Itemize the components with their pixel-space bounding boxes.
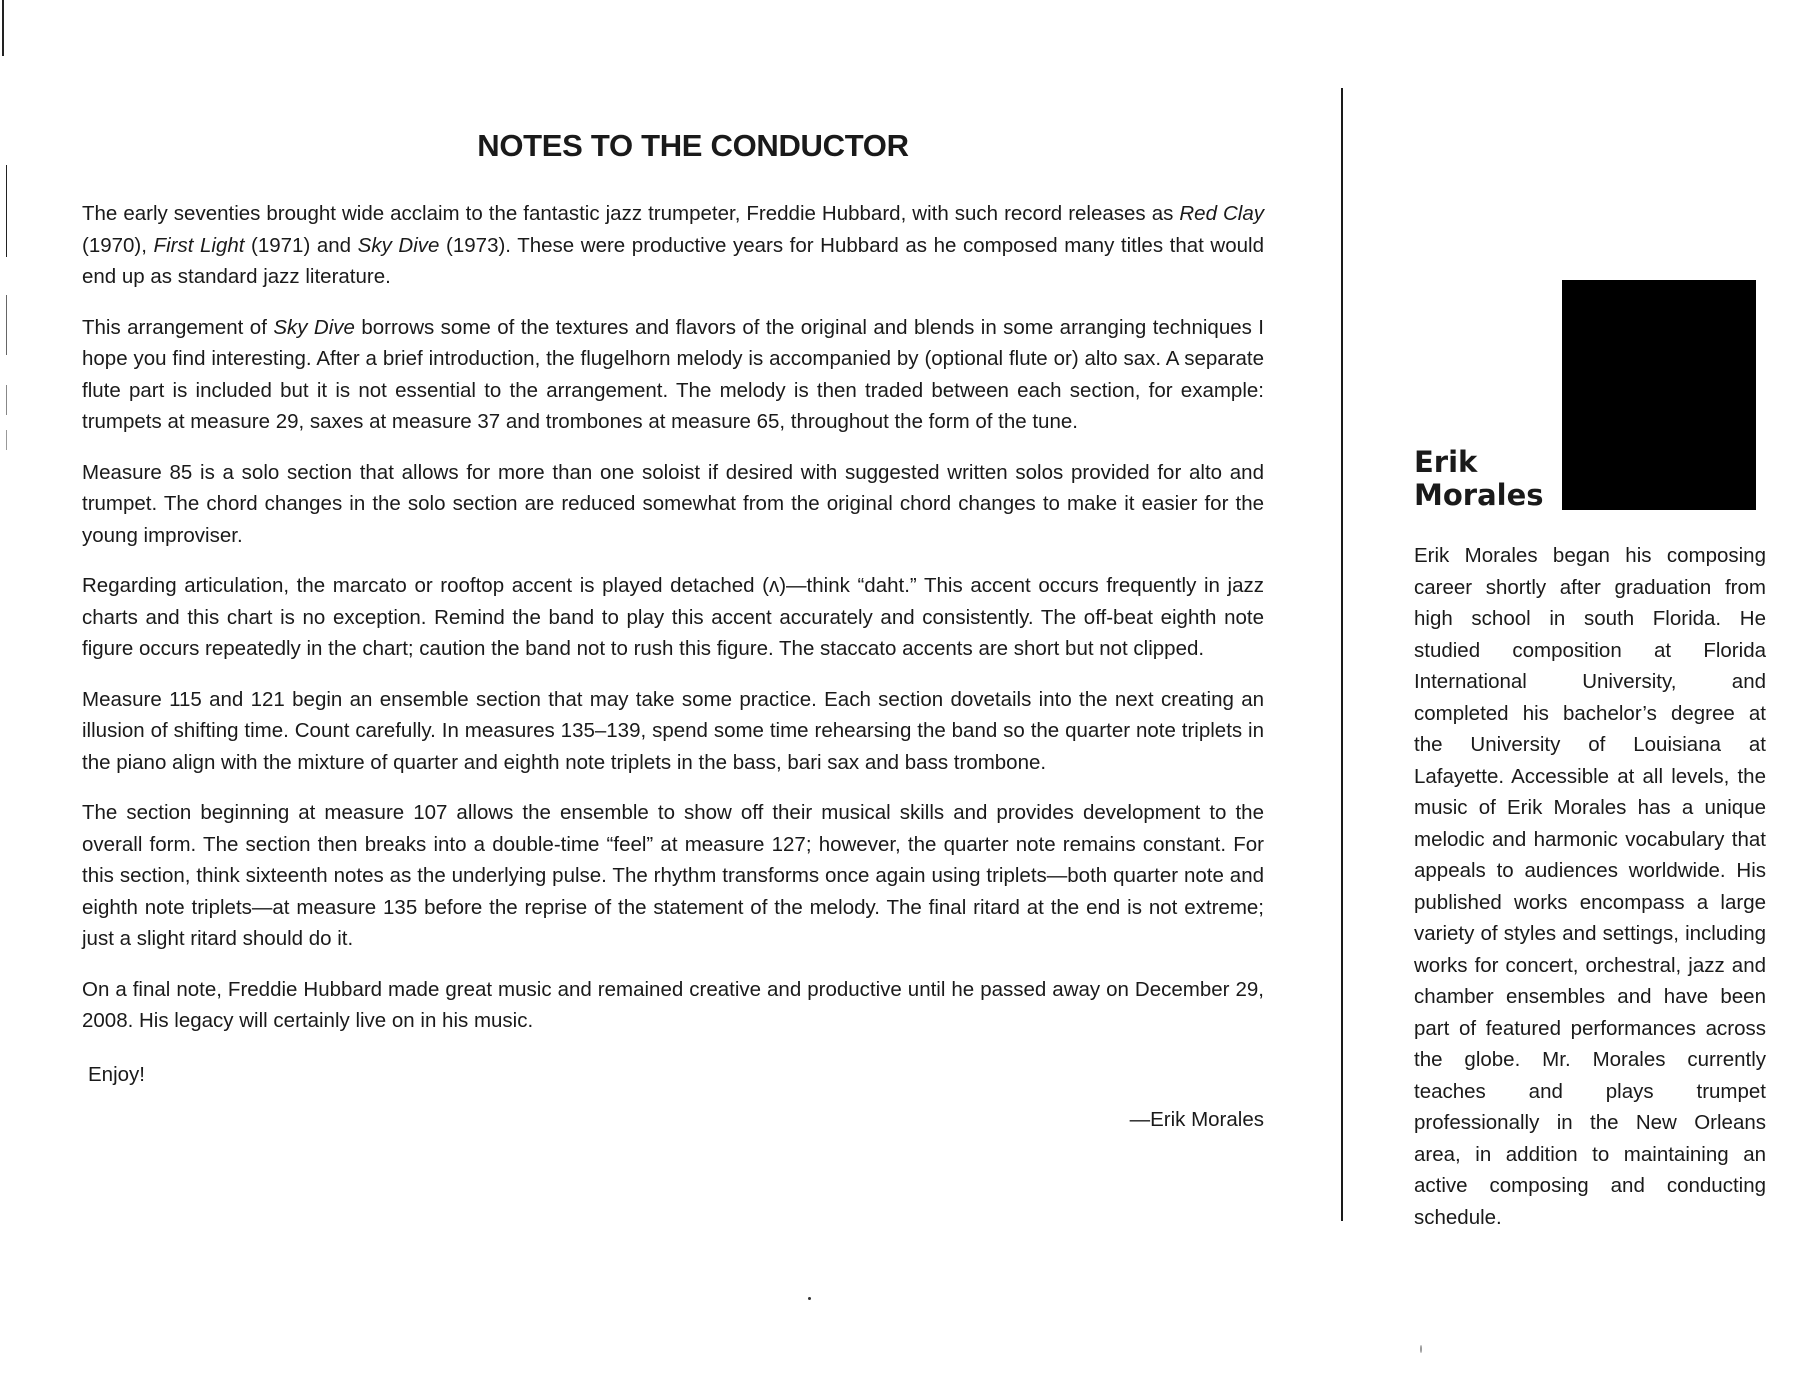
text-run: On a final note, Freddie Hubbard made great music and remained creative and productive until he passed away on December 29, 2008. His legacy will certainly live on in his music. (82, 977, 1264, 1032)
italic-title: Red Clay (1179, 202, 1264, 225)
italic-title: Sky Dive (273, 315, 355, 339)
scan-edge-mark (6, 165, 7, 257)
text-run: borrows some of the textures and flavors of the original and blends in some arranging techniques I hope you find interesting. After a brief introduction, the flugelhorn melody is accompanied by (optional flute or) alto sax. A separate flute part is included but it is not essential to the arrangement. The melody is then traded between each section, for example: trumpets at measure 29, saxes at measure 37 and trombones at measure 65, throughout the form of the tune. (82, 315, 1264, 433)
scan-edge-mark (6, 430, 7, 450)
italic-title: First Light (153, 233, 245, 257)
text-run: The early seventies brought wide acclaim to the fantastic jazz trumpeter, Freddie Hubbard, with such record releases as (82, 202, 1180, 225)
text-run: Measure 115 and 121 begin an ensemble section that may take some practice. Each section dovetails into the next creating an illusion of shifting time. Count carefully. In measures 135–139, spend some time rehearsing the band so the quarter note triplets in the piano align with the mixture of quarter and eighth note triplets in the bass, bari sax and bass trombone. (82, 687, 1264, 774)
column-divider (1341, 88, 1343, 1221)
composer-bio (1414, 280, 1766, 1254)
text-run: (1970), (82, 233, 154, 257)
scan-speck (808, 1297, 811, 1300)
bio-name-first: Erik (1414, 445, 1478, 479)
text-run: (1973). These were productive years for Hubbard as he composed many titles that would end up as standard jazz literature. (82, 233, 1264, 288)
bio-text: Erik Morales began his composing career shortly after graduation from high school in south Florida. He studied composition at Florida International University, and completed his bachelor’s degree at the University of Louisiana at Lafayette. Accessible at all levels, the music of Erik Morales has a unique melodic and harmonic vocabulary that appeals to audiences worldwide. His published works encompass a large variety of styles and settings, including works for concert, orchestral, jazz and chamber ensembles and have been part of featured performances across the globe. Mr. Morales currently teaches and plays trumpet professionally in the New Orleans area, in addition to maintaining an active composing and conducting schedule. (1414, 544, 1766, 1229)
paragraph (82, 312, 1264, 438)
page-title: NOTES TO THE CONDUCTOR (477, 128, 909, 163)
paragraph (82, 684, 1264, 779)
bio-name (1414, 446, 1544, 512)
conductor-notes (82, 128, 1264, 1136)
text-run: (1971) and (244, 233, 358, 257)
paragraph (82, 974, 1264, 1037)
bio-header (1414, 280, 1766, 512)
scan-edge-mark (6, 295, 7, 355)
signature: —Erik Morales (1129, 1108, 1264, 1131)
paragraph (82, 457, 1264, 552)
text-run: The section beginning at measure 107 allows the ensemble to show off their musical skills and provides development to the overall form. The section then breaks into a double-time “feel” at measure 127; however, the quarter note remains constant. For this section, think sixteenth notes as the underlying pulse. The rhythm transforms once again using triplets—both quarter note and eighth note triplets—at measure 135 before the reprise of the statement of the melody. The final ritard at the end is not extreme; just a slight ritard should do it. (82, 801, 1264, 950)
paragraph (82, 797, 1264, 955)
composer-photo (1562, 280, 1756, 510)
paragraph (82, 198, 1264, 293)
scan-edge-mark (6, 385, 7, 415)
bio-name-last: Morales (1414, 478, 1544, 512)
italic-title: Sky Dive (357, 233, 440, 257)
scan-speck (1420, 1345, 1422, 1353)
text-run: Regarding articulation, the marcato or rooftop accent is played detached (ʌ)—think “daht.” This accent occurs frequently in jazz charts and this chart is no exception. Remind the band to play this accent accurately and consistently. The off-beat eighth note figure occurs repeatedly in the chart; caution the band not to rush this figure. The staccato accents are short but not clipped. (82, 574, 1264, 660)
text-run: Measure 85 is a solo section that allows for more than one soloist if desired with suggested written solos provided for alto and trumpet. The chord changes in the solo section are reduced somewhat from the original chord changes to make it easier for the young improviser. (82, 460, 1264, 547)
scan-edge-mark (2, 0, 4, 56)
paragraph (82, 570, 1264, 665)
text-run: This arrangement of (82, 315, 274, 339)
notes-body (82, 198, 1264, 1037)
closing-text: Enjoy! (88, 1062, 145, 1086)
